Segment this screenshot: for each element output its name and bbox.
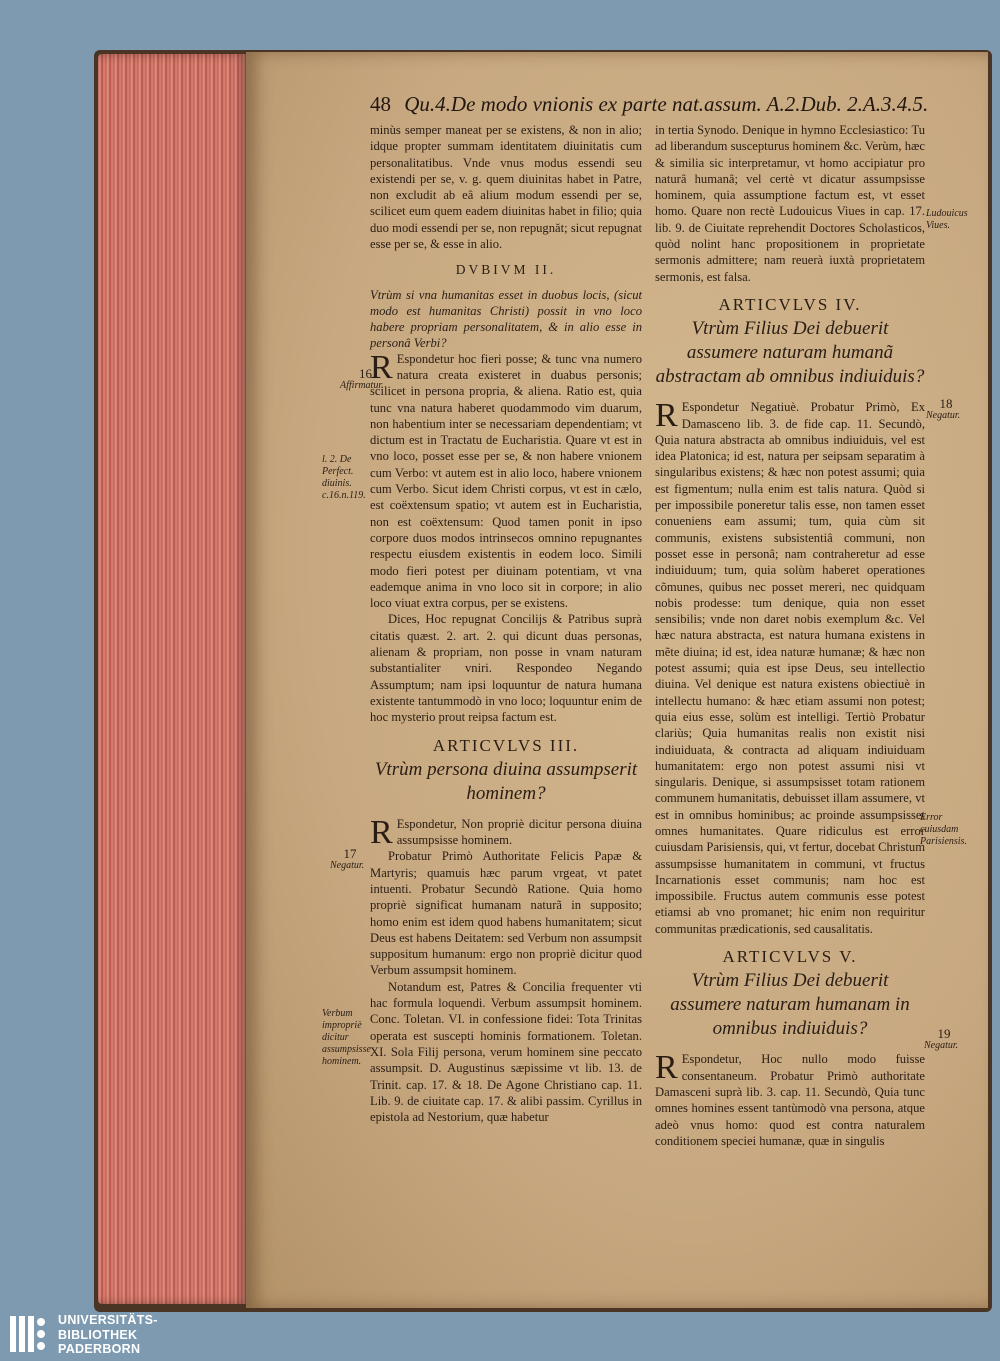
margin-note-ludouicus: Ludouicus Viues. (926, 208, 968, 231)
right-continuation: in tertia Synodo. Denique in hymno Ecclesiastico: Tu ad liberandum suscepturus hominem &c. Verùm, hæc & similia sic interpretamur, vt homo accipiatur pro naturâ humanâ; vel certè vt dicatur assumpsisse hominem, quia assumptione factum est, vt esset homo. Quare non rectè Ludouicus Viues in cap. 17. lib. 9. de Ciuitate reprehendit Doctores Scholasticos, quòd nolint hanc propositionem in proprietate sermonis admittere; nam reuerà iuxtà proprietatem sermonis, est falsa. (655, 123, 925, 284)
page-number: 48 (370, 92, 391, 116)
dubium-paragraph-1: Espondetur hoc fieri posse; & tunc vna numero natura creata existeret in duabus personis; scilicet in persona propria, & aliena. Ratio est, quia tunc vna natura haberet quodammodo vim duarum, non habentium inter se necessariam dependentiam; vt dictum est in Tractatu de Eucharistia. Quare vt est in vno loco, posset esse per se, & non habere vnionem cum Verbo: vt autem est in alio loco, habere vnionem cum Verbo. Sicut idem Christi corpus, vt est in cælo, est coëxtensum spatio; vt autem est in Eucharistia, non est coëxtensum: Quod tamen ponit in ipso corpore duos modos intrinsecos omnino repugnantes respectu eiusdem existentis in eodem loco. Simili modo fieri potest per diuinam potentiam, vt vna eademque anima in vno loco sit in corpore; in alio loco viuat extra corpus, per se existens. (370, 351, 642, 611)
running-header (370, 92, 960, 117)
drop-cap: R (370, 348, 393, 386)
logo-line-1: UNIVERSITÄTS- (58, 1313, 158, 1327)
article-3-paragraph-1: Espondetur, Non propriè dicitur persona diuina assumpsisse hominem. (396, 816, 642, 848)
article-3-paragraph-3: Notandum est, Patres & Concilia frequenter vti hac formula loquendi. Verbum assumpsit hominem. Conc. Toletan. VI. in confessione fidei: Tota Trinitas operata est suscepti hominis formationem. Toletan. XI. Sola Filij persona, verum hominem sine peccato assumpsit. D. Augustinus sæpissime vt lib. 13. de Trinit. cap. 17. & 18. De Agone Christiano cap. 11. Lib. 9. de ciuitate cap. 17. & alibi passim. Cyrillus in epistola ad Nestorium, quæ habetur (370, 979, 642, 1125)
margin-reference: l. 2. De Perfect. diuinis. c.16.n.119. (322, 454, 366, 501)
library-emblem-icon (8, 1314, 48, 1354)
running-title: Qu.4.De modo vnionis ex parte nat.assum. A.2.Dub. 2.A.3.4.5. (404, 92, 929, 116)
drop-cap: R (370, 813, 393, 851)
article-4-paragraph-1: Espondetur Negatiuè. Probatur Primò, Ex Damasceno lib. 3. de fide cap. 11. Secundò, Quia natura abstracta ab omnibus indiuiduis, vel est idea Platonica; id est, natura per seipsam separatim à singularibus existens; & hæc non potest assumi; quia est figmentum; nulla enim est talis natura. Quòd si per impossibile poneretur talis esse, non tamen esset conueniens eam assumi; tum, quia cùm sit communis, existens subsistentiâ communi, non posset esse in personâ; nam contraheretur ad esse indiuiduum; tum, quia solùm haberet operationes cõmunes, quibus nec posset mereri, nec quidquam nobis prodesse: tum denique, quia non esset sensibilis; vnde non daret nobis exemplum &c. Vel hæc natura abstracta, est natura humana existens in mẽte diuina; id est, idea naturæ humanæ; & hæc non potest assumi; quia est ipse Deus, seu intellectio diuina. Vel denique est natura existens obiectiuè in intellectu humano: & hæc etiam assumi non potest; quia eius esse, solùm est intelligi. Tertiò Probatur clariùs; Quia humanitas realis non existit nisi indiuiduata, & contracta ad aliquam indiuiduam humanitatem: ergo non potest assumi nisi vt singularis. Denique, si assumpsisset totam rationem communem humanitatis, debuisset illam assumere, vt est in omnibus hominibus; ac proinde assumpsisset omnes humanitates. Quare ridiculus est error cuiusdam Parisiensis, qui, vt fertur, docebat Christum assumpsisse humanitatem in communi, vt fructus Incarnationis esset communis; nam hoc est impossibile. Fructus autem communis esse potest etiamsi ab vno promanet; hic enim non requiritur communitas prædicationis, sed causalitatis. (655, 400, 925, 936)
drop-cap: R (655, 1049, 678, 1087)
dubium-question: Vtrùm si vna humanitas esset in duobus locis, (sicut modo est humanitas Christi) possit in vno loco habere propriam personalitatem, & in alio esse in personâ Verbi? (370, 287, 642, 350)
logo-line-2: BIBLIOTHEK (58, 1327, 138, 1342)
article-4-question: Vtrùm Filius Dei debuerit assumere naturam humanã abstractam ab omnibus indiuiduis? (655, 318, 925, 388)
margin-note-error: Error cuiusdam Parisiensis. (920, 812, 967, 847)
article-5-paragraph-1: Espondetur, Hoc nullo modo fuisse consentaneum. Probatur Primò authoritate Damasceni suprà lib. 3. cap. 11. Secundò, Quia tunc omnes homines essent tantùmodò vna persona, atque adeò vnus homo: quod est contra naturalem conditionem speciei humanæ, quæ in singulis (655, 1052, 925, 1148)
article-3-paragraph-2: Probatur Primò Authoritate Felicis Papæ & Martyris; quamuis hæc parum vrgeat, vt patet intuenti. Probatur Secundò Ratione. Quia homo propriè significat humanam naturã in supposito; homo enim est idem quod habens humanitatem; sicut Deus est habens Deitatem: sed Verbum non assumpsit suppositum humanum: ergo non propriè dicitur quod Verbum assumpsit hominem. (370, 849, 642, 978)
logo-line-3: PADERBORN (58, 1342, 141, 1356)
right-column (655, 122, 925, 1149)
dubium-paragraph-2: Dices, Hoc repugnat Concilijs & Patribus suprà citatis quæst. 2. art. 2. qui dicunt duas personas, alienam & propriam, non posse in vnam naturam substantialiter vniri. Respondeo Negando Assumptum; nam ipsi loquuntur de natura humana existente tantummodò in vno loco; loquuntur enim de hoc mysterio prout reipsa factum est. (370, 612, 642, 725)
margin-note-17: 17 Negatur. (330, 846, 365, 871)
left-column (370, 122, 642, 1125)
margin-note-verbum: Verbum impropriè dicitur assumpsisse hominem. (322, 1008, 371, 1067)
margin-note-18: 18 Negatur. (926, 396, 961, 421)
dubium-heading: DVBIVM II. (455, 262, 557, 278)
left-continuation: minùs semper maneat per se existens, & non in alio; idque propter summam identitatem diuinitatis cum personalitatibus. Vnde vnus modus essendi seu existendi per se, v. g. quem diuinitas habet in Patre, non excludit ab eâ alium modum essendi per se, scilicet eum quem eadem diuinitas habet in filio; quia duo modi essendi per se, non repugnăt; sicut repugnat esse per se, & esse in alio. (370, 123, 642, 252)
margin-note-19: 19 Negatur. (924, 1026, 959, 1051)
article-3-question: Vtrùm persona diuina assumpserit hominem? (374, 758, 638, 804)
page-edge-red (98, 54, 248, 1304)
margin-note-16: 16 Affirmatur. (340, 366, 384, 391)
library-logo (8, 1312, 208, 1358)
article-5-question: Vtrùm Filius Dei debuerit assumere naturam humanam in omnibus indiuiduis? (670, 970, 910, 1040)
drop-cap: R (655, 397, 678, 435)
article-4-heading: ARTICVLVS IV. (718, 294, 862, 314)
article-3-heading: ARTICVLVS III. (432, 735, 580, 755)
article-5-heading: ARTICVLVS V. (722, 947, 858, 967)
